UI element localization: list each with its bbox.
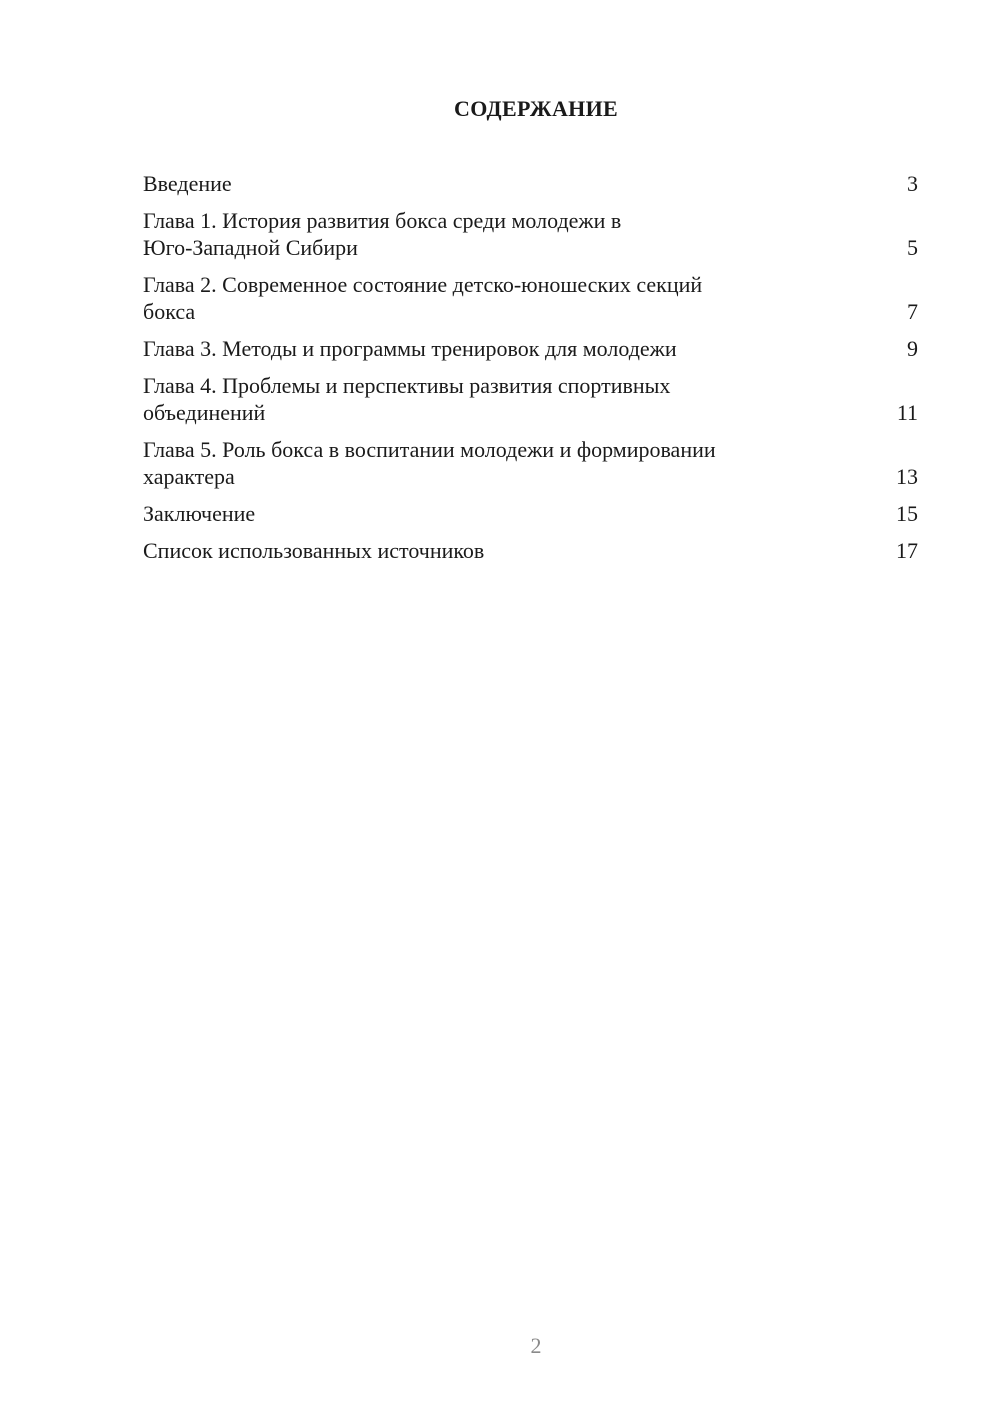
toc-entry-text (143, 436, 716, 490)
toc-entry-page: 5 (907, 235, 918, 260)
toc-entry-line: бокса (143, 299, 196, 324)
toc-entry-page: 17 (896, 538, 918, 563)
toc-entry-page: 7 (907, 299, 918, 324)
toc-entry-text (143, 207, 621, 261)
toc-entry-line: Глава 3. Методы и программы тренировок для молодежи (143, 336, 677, 361)
toc-entry-chapter-5 (143, 436, 918, 490)
toc-entry-chapter-3 (143, 335, 918, 362)
toc-entry-chapter-1 (143, 207, 918, 261)
toc-entry-introduction (143, 170, 918, 197)
toc-entry-line: Глава 1. История развития бокса среди молодежи в (143, 208, 622, 233)
toc-entry-page: 3 (907, 171, 918, 196)
toc-entry-conclusion (143, 500, 918, 527)
toc-entry-line: Список использованных источников (143, 538, 485, 563)
toc-entry-page: 11 (896, 400, 918, 425)
toc-entry-line: Юго-Западной Сибири (143, 235, 358, 260)
toc-entry-page: 15 (896, 501, 918, 526)
toc-entry-page: 9 (907, 336, 918, 361)
toc-entry-line: Глава 4. Проблемы и перспективы развития спортивных (143, 373, 671, 398)
toc-entry-text (143, 271, 702, 325)
page-number: 2 (530, 1333, 542, 1358)
toc-entry-line: Заключение (143, 501, 256, 526)
toc-entry-line: Глава 5. Роль бокса в воспитании молодежи и формировании (143, 437, 716, 462)
toc-entry-references (143, 537, 918, 564)
toc-entry-line: Введение (143, 171, 232, 196)
toc-title: СОДЕРЖАНИЕ (454, 96, 618, 121)
toc-entry-chapter-2 (143, 271, 918, 325)
toc-entry-text (143, 170, 232, 197)
toc-entry-chapter-4 (143, 372, 918, 426)
toc-entry-text (143, 335, 677, 362)
toc-entry-text (143, 537, 484, 564)
toc-entry-line: Глава 2. Современное состояние детско-юношеских секций (143, 272, 703, 297)
table-of-contents (143, 170, 918, 574)
toc-entry-page: 13 (896, 464, 918, 489)
toc-entry-line: объединений (143, 400, 266, 425)
toc-entry-text (143, 372, 670, 426)
toc-entry-line: характера (143, 464, 235, 489)
toc-entry-text (143, 500, 255, 527)
